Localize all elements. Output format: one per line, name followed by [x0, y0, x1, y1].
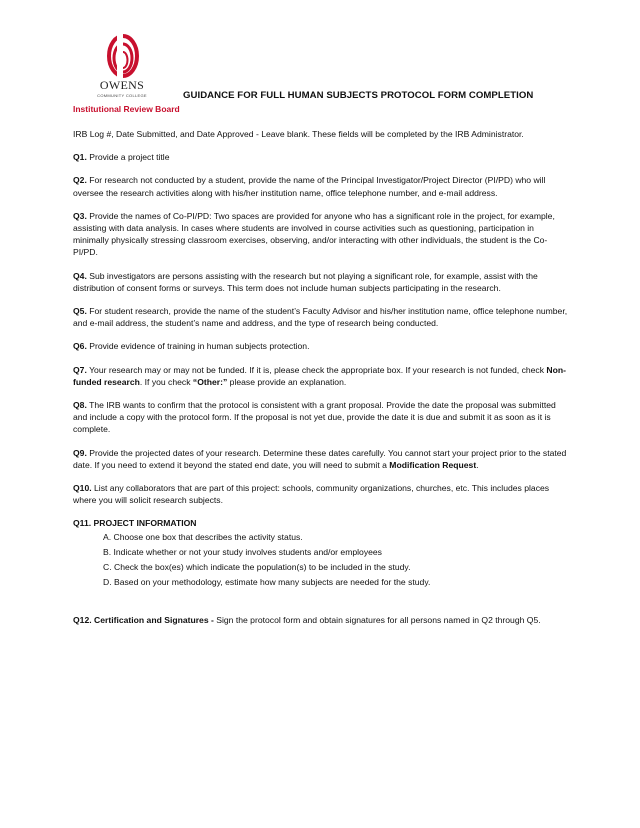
q11-list: [73, 530, 568, 591]
document-body: [73, 128, 568, 627]
list-item: C. Check the box(es) which indicate the population(s) to be included in the study.: [103, 562, 411, 573]
q4-text: Sub investigators are persons assisting with the research but not playing a significant role, for example, assist with the distribution of consent forms or surveys. This term does not include human subjects participating in the research.: [73, 270, 538, 293]
q12-heading: Q12. Certification and Signatures -: [73, 615, 217, 626]
q6-number: Q6.: [73, 341, 87, 352]
logo-subtitle: COMMUNITY COLLEGE: [97, 93, 147, 98]
q1-paragraph: [73, 151, 568, 163]
list-item: B. Indicate whether or not your study involves students and/or employees: [103, 546, 382, 557]
q5-number: Q5.: [73, 306, 87, 317]
q8-paragraph: [73, 399, 568, 436]
list-item: D. Based on your methodology, estimate how many subjects are needed for the study.: [103, 577, 431, 588]
q4-paragraph: [73, 270, 568, 294]
q4-number: Q4.: [73, 270, 87, 281]
q10-number: Q10.: [73, 483, 92, 494]
q7-number: Q7.: [73, 364, 87, 375]
q2-paragraph: [73, 174, 568, 198]
q7-text-a: Your research may or may not be funded. If it is, please check the appropriate box. If your research is not funded, check: [86, 364, 547, 375]
list-item: A. Choose one box that describes the activity status.: [103, 531, 303, 542]
q8-text: The IRB wants to confirm that the protocol is consistent with a grant proposal. Provide the date the proposal was submitted and include a copy with the protocol form. If the proposal is not yet due, provide the date it is due and submit it as soon as it is complete.: [73, 400, 556, 435]
irb-label: Institutional Review Board: [73, 104, 180, 114]
q5-paragraph: [73, 305, 568, 329]
q7-text-c: please provide an explanation.: [227, 376, 347, 387]
q5-text: For student research, provide the name of the student’s Faculty Advisor and his/her institution name, office telephone number, and e-mail address, the student’s name and address, and the type of research being conducted.: [73, 306, 568, 329]
logo-wordmark: OWENS: [99, 78, 145, 92]
q12-paragraph: [73, 614, 568, 626]
q1-number: Q1.: [73, 152, 87, 163]
document-title: GUIDANCE FOR FULL HUMAN SUBJECTS PROTOCOL FORM COMPLETION: [183, 90, 534, 101]
q10-paragraph: [73, 482, 568, 506]
q9-tail: .: [476, 459, 479, 470]
q7-bold-b: “Other:”: [192, 376, 228, 387]
q9-text: Provide the projected dates of your research. Determine these dates carefully. You cannot start your project prior to the stated date. If you need to extend it beyond the stated end date, you will need to submit a: [73, 447, 567, 470]
q8-number: Q8.: [73, 400, 87, 411]
owens-logo-mark-icon: [88, 34, 158, 82]
q9-number: Q9.: [73, 447, 87, 458]
q7-paragraph: [73, 364, 568, 388]
q12-text: Sign the protocol form and obtain signatures for all persons named in Q2 through Q5.: [216, 615, 541, 626]
q1-text: Provide a project title: [86, 152, 170, 163]
q2-number: Q2.: [73, 175, 87, 186]
q9-paragraph: [73, 447, 568, 471]
q3-paragraph: [73, 210, 568, 259]
q6-paragraph: [73, 340, 568, 352]
intro-paragraph: IRB Log #, Date Submitted, and Date Approved - Leave blank. These fields will be completed by the IRB Administrator.: [73, 129, 524, 139]
q10-text: List any collaborators that are part of this project: schools, community organizations, churches, etc. This includes places where you will solicit research subjects.: [73, 483, 550, 506]
q3-number: Q3.: [73, 210, 87, 221]
q7-text-b: . If you check: [139, 376, 193, 387]
q7-bold-a: Non-funded research: [73, 364, 566, 387]
q3-text: Provide the names of Co-PI/PD: Two spaces are provided for anyone who has a significant role in the project, for example, assisting with data analysis. In cases where students are involved in course activities such as questioning, participation in minimally physically stressing classroom exercises, observing, and/or interacting with other individuals, the student is the Co-PI/PD.: [73, 210, 555, 258]
q9-bold: Modification Request: [389, 459, 477, 470]
q6-text: Provide evidence of training in human subjects protection.: [86, 341, 310, 352]
q11-heading: Q11. PROJECT INFORMATION: [73, 518, 197, 529]
q2-text: For research not conducted by a student, provide the name of the Principal Investigator/Project Director (PI/PD) who will oversee the research activities along with his/her institution name, office telephone number, and e-mail address.: [73, 175, 546, 198]
